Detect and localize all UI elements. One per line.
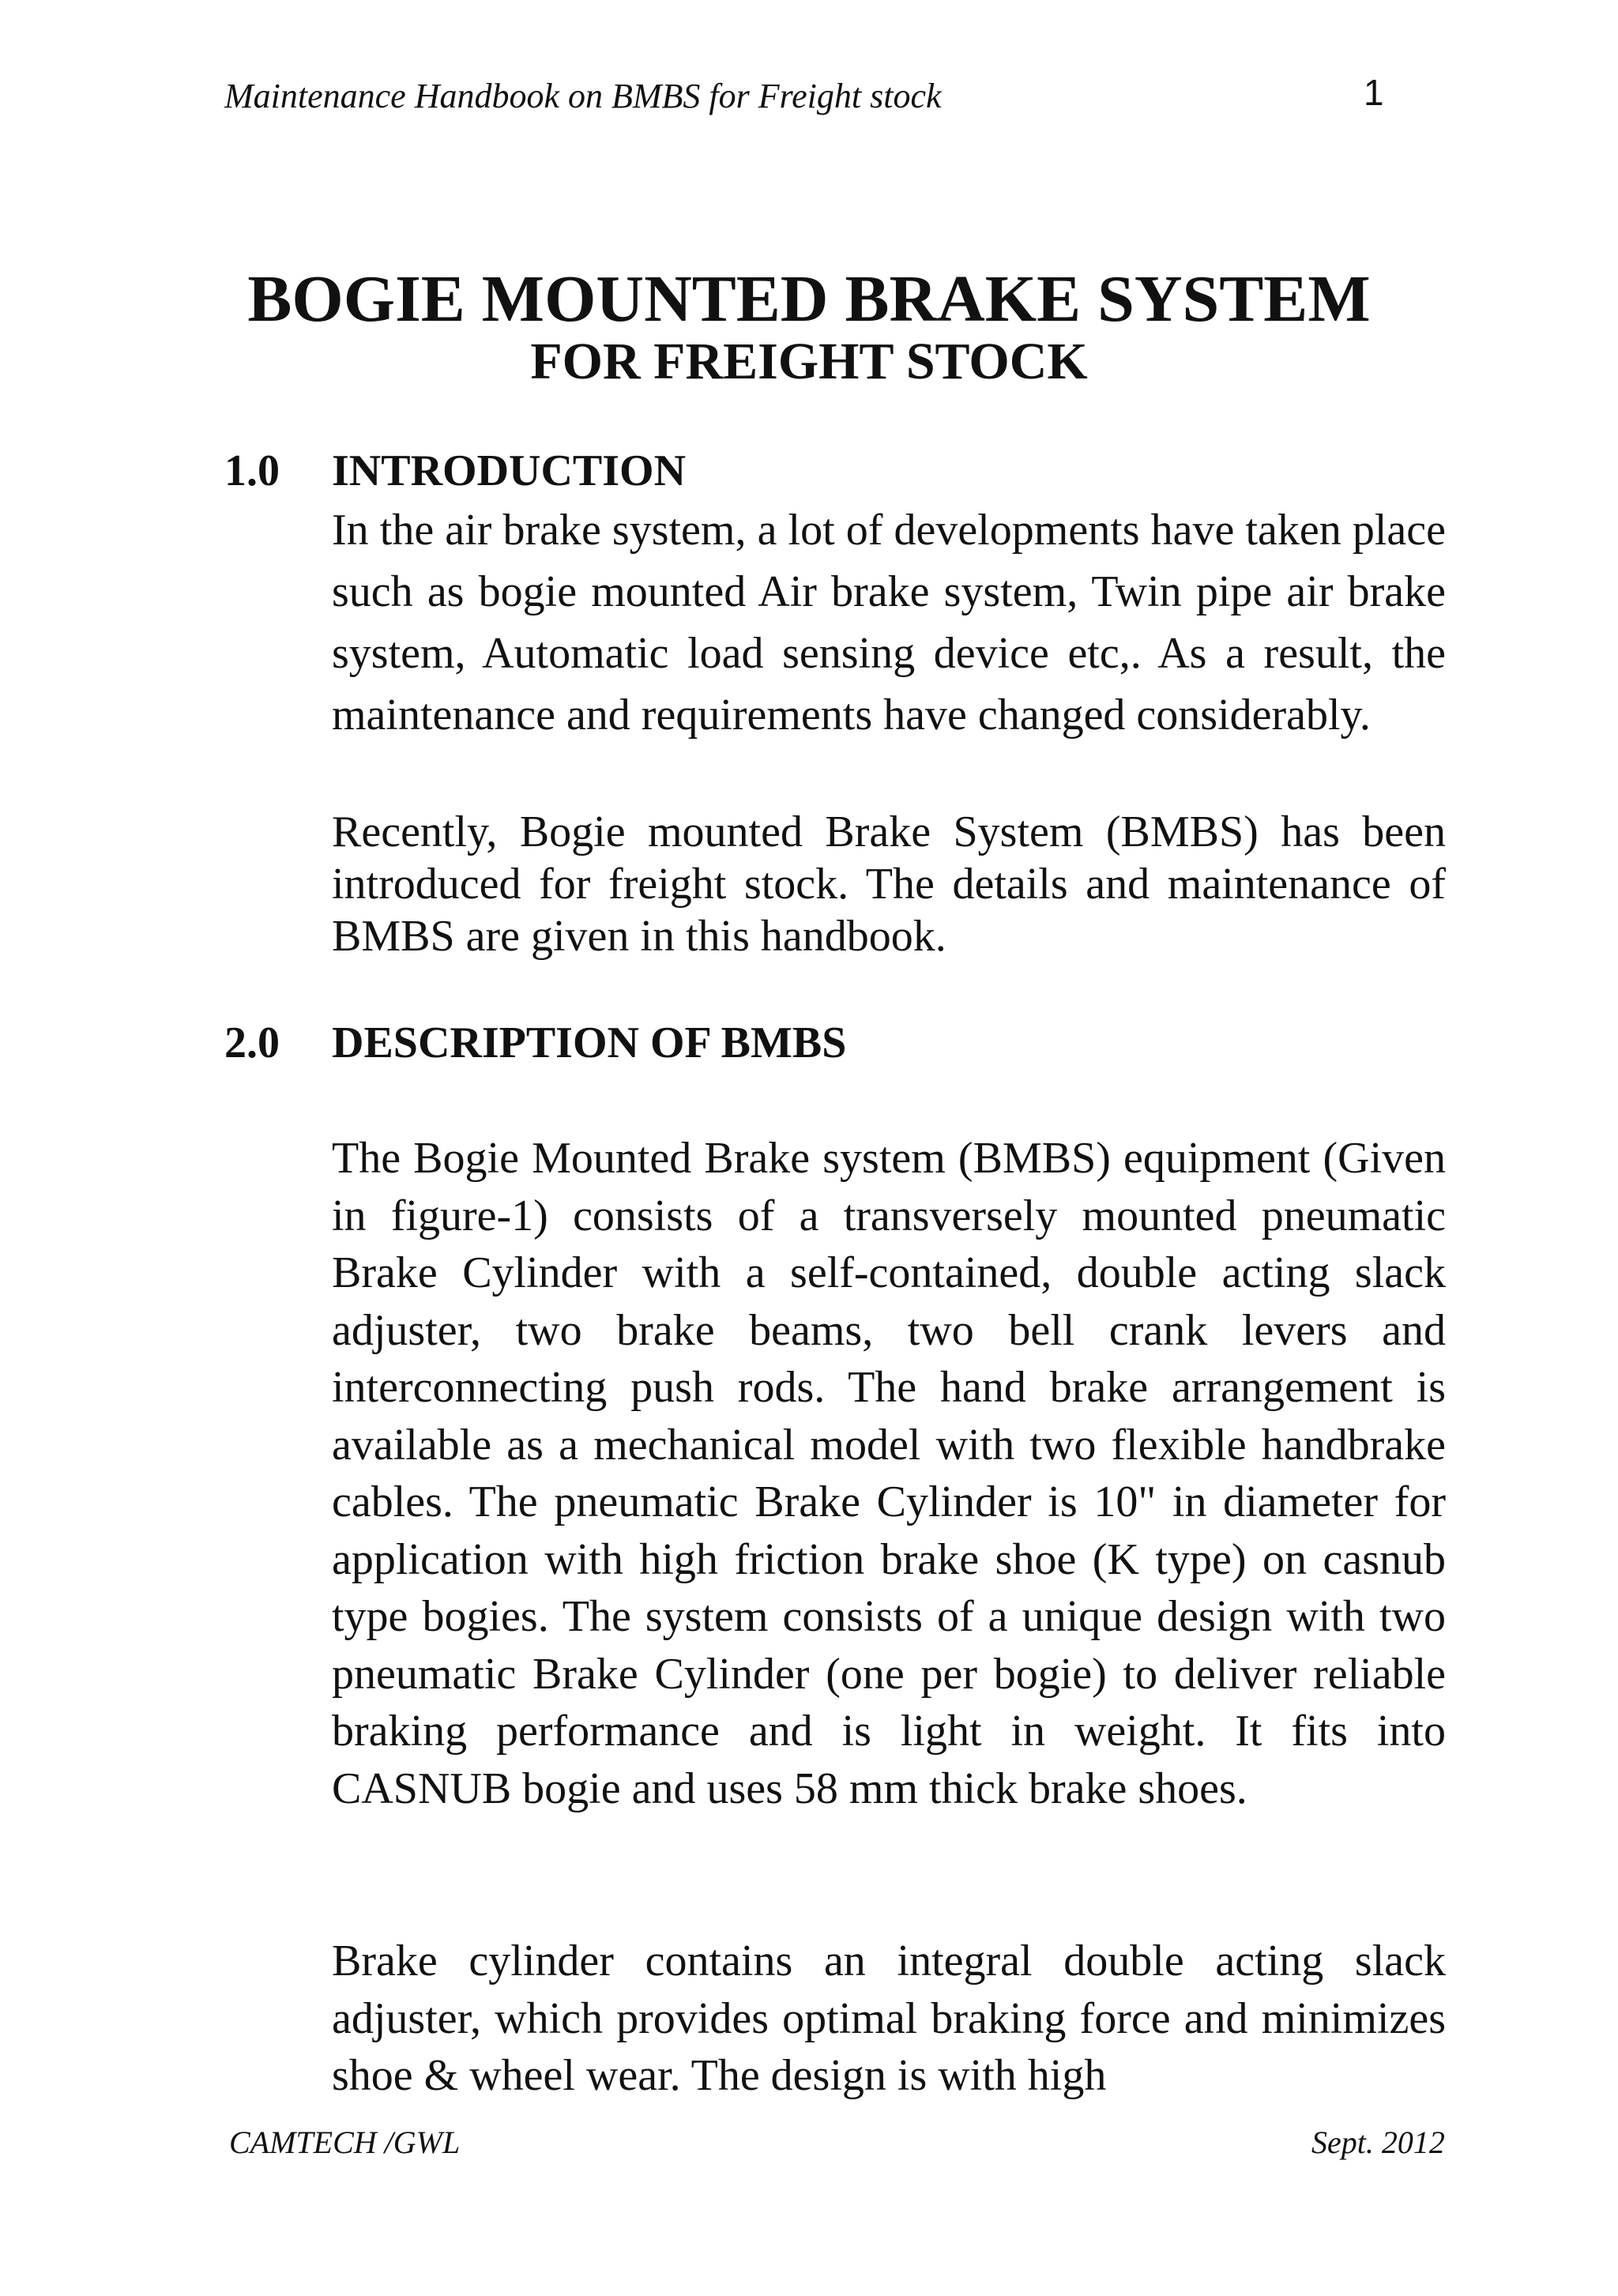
- paragraph: Recently, Bogie mounted Brake System (BMBS) has been introduced for freight stock. The details and maintenance of BMBS are given in this handbook.: [332, 807, 1446, 961]
- document-subtitle: FOR FREIGHT STOCK: [530, 333, 1088, 390]
- section-heading: INTRODUCTION: [332, 446, 687, 495]
- section-heading: DESCRIPTION OF BMBS: [332, 1018, 847, 1067]
- footer-date: Sept. 2012: [1311, 2125, 1445, 2160]
- page-number: 1: [1364, 72, 1384, 113]
- paragraph: Brake cylinder contains an integral double acting slack adjuster, which provides optimal braking force and minimizes shoe & wheel wear. The design is with high: [332, 1937, 1446, 2100]
- document-title: BOGIE MOUNTED BRAKE SYSTEM: [247, 262, 1371, 336]
- section-number: 2.0: [224, 1018, 280, 1067]
- paragraph: In the air brake system, a lot of developments have taken place such as bogie mounted Air brake system, Twin pipe air brake system, Automatic load sensing device etc,. As a result, the maintenance and requirements have changed considerably.: [332, 506, 1446, 740]
- section-number: 1.0: [224, 446, 280, 495]
- running-header-title: Maintenance Handbook on BMBS for Freight stock: [224, 77, 942, 115]
- paragraph: The Bogie Mounted Brake system (BMBS) equipment (Given in figure-1) consists of a transversely mounted pneumatic Brake Cylinder with a self-contained, double acting slack adjuster, two brake beams, two bell crank levers and interconnecting push rods. The hand brake arrangement is available as a mechanical model with two flexible handbrake cables. The pneumatic Brake Cylinder is 10" in diameter for application with high friction brake shoe (K type) on casnub type bogies. The system consists of a unique design with two pneumatic Brake Cylinder (one per bogie) to deliver reliable braking performance and is light in weight. It fits into CASNUB bogie and uses 58 mm thick brake shoes.: [332, 1134, 1446, 1813]
- footer-organization: CAMTECH /GWL: [229, 2125, 461, 2160]
